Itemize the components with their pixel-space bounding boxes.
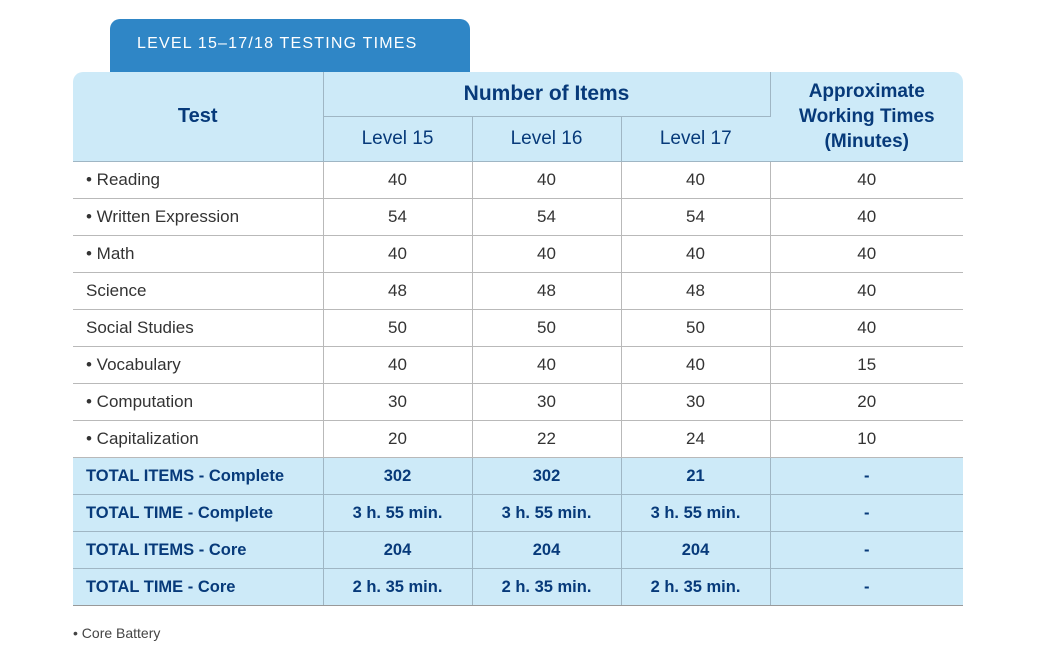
total-row-label: TOTAL TIME - Core [73, 569, 323, 606]
table-row [73, 273, 963, 310]
header-level-15: Level 15 [323, 117, 472, 162]
cell-level-16: 2 h. 35 min. [472, 569, 621, 606]
total-row-label: TOTAL ITEMS - Complete [73, 458, 323, 495]
cell-working-time: 40 [770, 310, 963, 347]
cell-level-15: 48 [323, 273, 472, 310]
table-title: LEVEL 15–17/18 TESTING TIMES [137, 35, 418, 52]
row-test-name: • Written Expression [73, 199, 323, 236]
cell-working-time: 20 [770, 384, 963, 421]
cell-level-16: 40 [472, 347, 621, 384]
cell-level-17: 54 [621, 199, 770, 236]
cell-level-15: 30 [323, 384, 472, 421]
cell-level-16: 22 [472, 421, 621, 458]
header-number-of-items: Number of Items [323, 72, 770, 117]
cell-working-time: 40 [770, 162, 963, 199]
cell-working-time: - [770, 495, 963, 532]
table-row [73, 199, 963, 236]
cell-working-time: - [770, 569, 963, 606]
cell-level-16: 40 [472, 236, 621, 273]
footnote: • Core Battery [73, 625, 161, 641]
testing-times-table-container [73, 72, 963, 606]
total-row-label: TOTAL TIME - Complete [73, 495, 323, 532]
cell-level-16: 54 [472, 199, 621, 236]
cell-level-17: 40 [621, 162, 770, 199]
total-row [73, 458, 963, 495]
cell-level-16: 40 [472, 162, 621, 199]
row-test-name: Science [73, 273, 323, 310]
row-test-name: • Reading [73, 162, 323, 199]
table-row [73, 384, 963, 421]
header-working-times: Approximate Working Times (Minutes) [770, 72, 963, 162]
total-row [73, 532, 963, 569]
cell-level-15: 2 h. 35 min. [323, 569, 472, 606]
cell-level-15: 54 [323, 199, 472, 236]
cell-working-time: 40 [770, 236, 963, 273]
cell-level-17: 21 [621, 458, 770, 495]
cell-level-15: 40 [323, 347, 472, 384]
row-test-name: • Math [73, 236, 323, 273]
cell-level-16: 50 [472, 310, 621, 347]
cell-level-15: 3 h. 55 min. [323, 495, 472, 532]
cell-level-15: 302 [323, 458, 472, 495]
cell-working-time: 10 [770, 421, 963, 458]
header-level-16: Level 16 [472, 117, 621, 162]
testing-times-table [73, 72, 963, 606]
cell-level-17: 30 [621, 384, 770, 421]
cell-level-17: 204 [621, 532, 770, 569]
cell-level-17: 40 [621, 347, 770, 384]
cell-level-15: 40 [323, 162, 472, 199]
row-test-name: • Vocabulary [73, 347, 323, 384]
cell-level-17: 50 [621, 310, 770, 347]
cell-working-time: 40 [770, 199, 963, 236]
row-test-name: • Computation [73, 384, 323, 421]
row-test-name: Social Studies [73, 310, 323, 347]
cell-level-16: 30 [472, 384, 621, 421]
table-row [73, 236, 963, 273]
cell-level-17: 48 [621, 273, 770, 310]
total-row-label: TOTAL ITEMS - Core [73, 532, 323, 569]
table-body [73, 162, 963, 606]
cell-working-time: - [770, 458, 963, 495]
cell-level-16: 204 [472, 532, 621, 569]
cell-level-16: 3 h. 55 min. [472, 495, 621, 532]
cell-level-16: 48 [472, 273, 621, 310]
table-row [73, 347, 963, 384]
row-test-name: • Capitalization [73, 421, 323, 458]
total-row [73, 569, 963, 606]
cell-level-15: 20 [323, 421, 472, 458]
cell-level-15: 40 [323, 236, 472, 273]
cell-level-17: 40 [621, 236, 770, 273]
table-title-tab [110, 19, 470, 72]
header-level-17: Level 17 [621, 117, 770, 162]
cell-level-15: 204 [323, 532, 472, 569]
table-header [73, 72, 963, 162]
total-row [73, 495, 963, 532]
table-row [73, 310, 963, 347]
cell-level-17: 2 h. 35 min. [621, 569, 770, 606]
cell-working-time: 40 [770, 273, 963, 310]
cell-level-15: 50 [323, 310, 472, 347]
header-test: Test [73, 72, 323, 162]
cell-level-16: 302 [472, 458, 621, 495]
table-row [73, 421, 963, 458]
cell-level-17: 24 [621, 421, 770, 458]
table-row [73, 162, 963, 199]
cell-working-time: 15 [770, 347, 963, 384]
cell-level-17: 3 h. 55 min. [621, 495, 770, 532]
cell-working-time: - [770, 532, 963, 569]
